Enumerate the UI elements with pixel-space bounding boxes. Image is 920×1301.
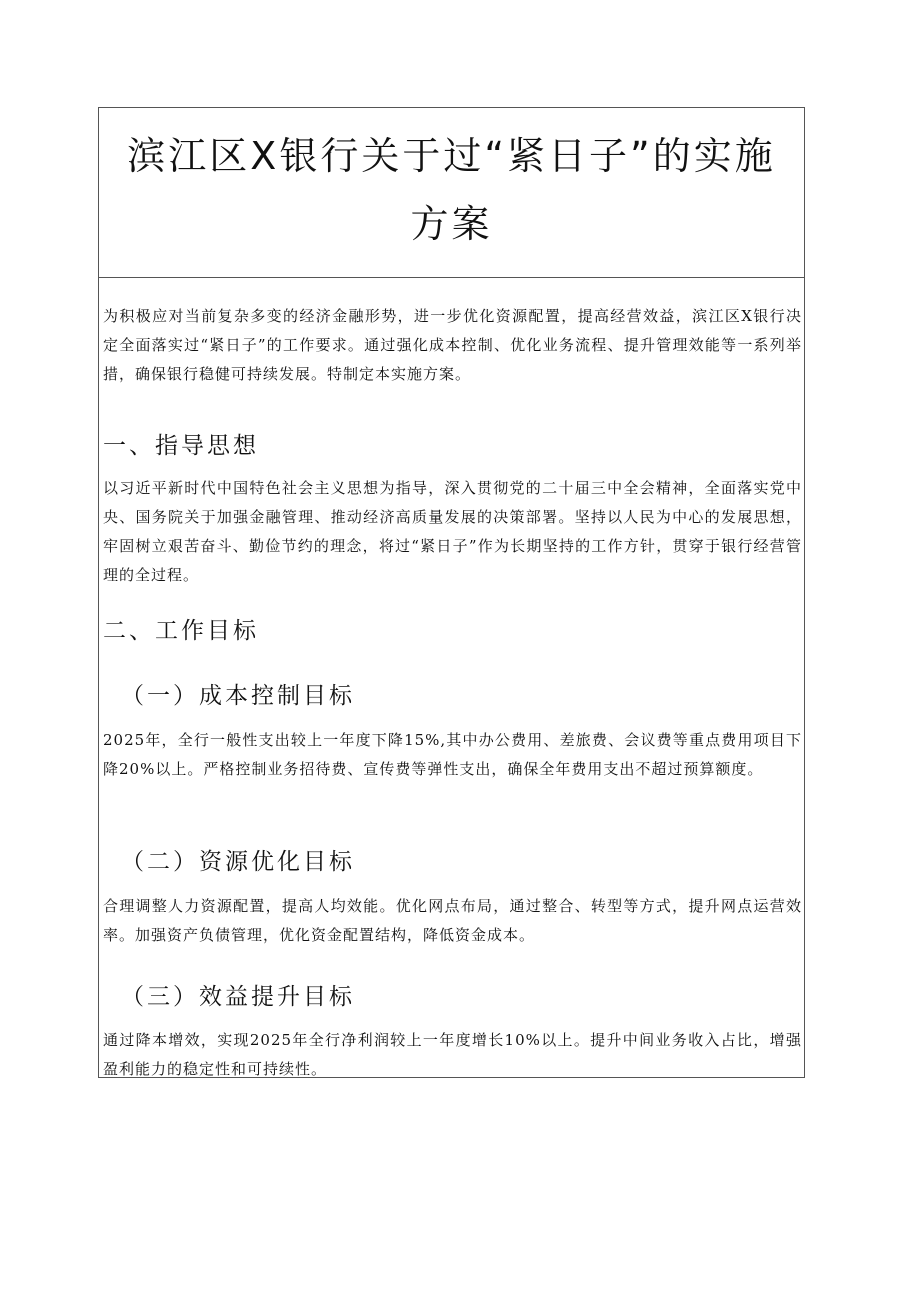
subsection-heading-cost-control: （一）成本控制目标 (121, 683, 355, 709)
subsection-heading-resource-optimization: （二）资源优化目标 (121, 849, 355, 875)
subsection-body-benefit-improvement: 通过降本增效，实现2025年全行净利润较上一年度增长10%以上。提升中间业务收入占比，增强盈利能力的稳定性和可持续性。 (103, 1031, 802, 1078)
section-body-guiding-ideology: 以习近平新时代中国特色社会主义思想为指导，深入贯彻党的二十届三中全会精神，全面落实党中央、国务院关于加强金融管理、推动经济高质量发展的决策部署。坚持以人民为中心的发展思想，牢固树立艰苦奋斗、勤俭节约的理念，将过“紧日子”作为长期坚持的工作方针，贯穿于银行经营管理的全过程。 (103, 479, 802, 584)
subsection-heading-benefit-improvement: （三）效益提升目标 (121, 984, 355, 1010)
document-frame (98, 107, 805, 1078)
section-heading-guiding-ideology: 一、指导思想 (103, 433, 259, 459)
section-heading-work-goals: 二、工作目标 (103, 618, 259, 644)
document-title: 滨江区X银行关于过“紧日子”的实施方案 (127, 134, 776, 246)
intro-paragraph: 为积极应对当前复杂多变的经济金融形势，进一步优化资源配置，提高经营效益，滨江区X银行决定全面落实过“紧日子”的工作要求。通过强化成本控制、优化业务流程、提升管理效能等一系列举措，确保银行稳健可持续发展。特制定本实施方案。 (103, 307, 802, 383)
subsection-body-resource-optimization: 合理调整人力资源配置，提高人均效能。优化网点布局，通过整合、转型等方式，提升网点运营效率。加强资产负债管理，优化资金配置结构，降低资金成本。 (103, 897, 802, 944)
subsection-body-cost-control: 2025年，全行一般性支出较上一年度下降15%,其中办公费用、差旅费、会议费等重点费用项目下降20%以上。严格控制业务招待费、宣传费等弹性支出，确保全年费用支出不超过预算额度。 (103, 731, 802, 778)
title-box (99, 108, 804, 278)
